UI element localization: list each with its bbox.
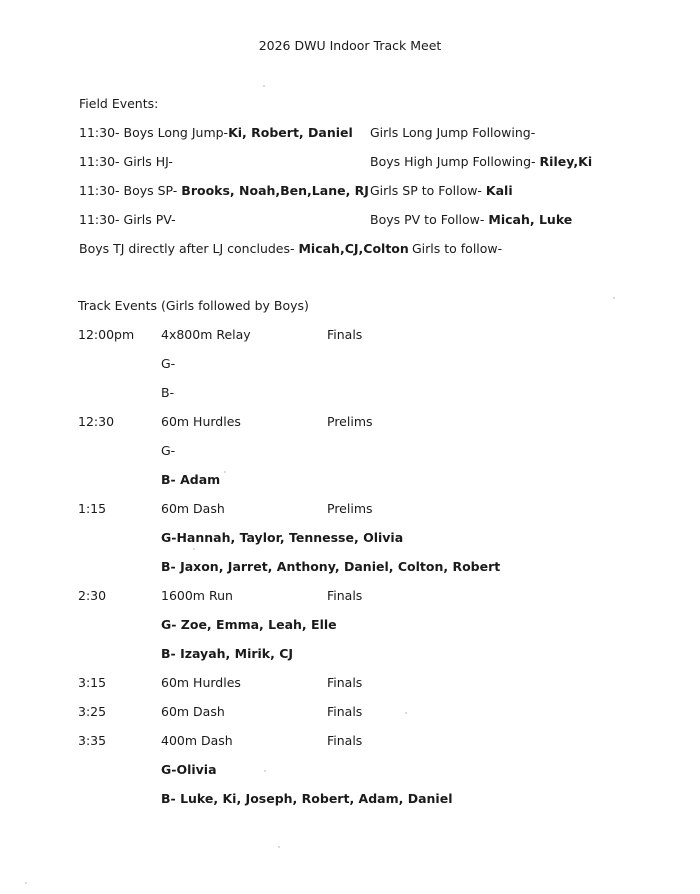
field-row-1-left bbox=[79, 125, 353, 141]
event-entry-athletes: B- Adam bbox=[161, 472, 221, 487]
event-round: Finals bbox=[327, 704, 363, 719]
event-entry-athletes: B- bbox=[161, 385, 175, 400]
field-row-4-right-text: Boys PV to Follow- bbox=[370, 212, 489, 227]
scan-speck bbox=[263, 85, 265, 87]
event-entry-athletes: B- Jaxon, Jarret, Anthony, Daniel, Colton, Robert bbox=[161, 559, 501, 574]
event-name: 60m Hurdles bbox=[161, 414, 241, 429]
event-entry-athletes: G-Olivia bbox=[161, 762, 217, 777]
field-row-3-right-athletes: Kali bbox=[485, 183, 513, 198]
event-time: 3:25 bbox=[78, 704, 107, 719]
event-time: 12:00pm bbox=[78, 327, 135, 342]
field-row-4-right bbox=[370, 212, 572, 228]
event-entry-athletes: G- bbox=[161, 356, 176, 371]
event-entry-athletes: G-Hannah, Taylor, Tennesse, Olivia bbox=[161, 530, 404, 545]
event-time: 12:30 bbox=[78, 414, 115, 429]
event-name: 60m Dash bbox=[161, 501, 225, 516]
event-entry-athletes: G- Zoe, Emma, Leah, Elle bbox=[161, 617, 337, 632]
event-round: Finals bbox=[327, 733, 363, 748]
event-name: 400m Dash bbox=[161, 733, 233, 748]
event-round: Prelims bbox=[327, 414, 373, 429]
field-row-4-left bbox=[79, 212, 176, 228]
event-name: 60m Hurdles bbox=[161, 675, 241, 690]
scan-speck bbox=[278, 846, 280, 848]
event-round: Finals bbox=[327, 675, 363, 690]
event-name: 4x800m Relay bbox=[161, 327, 251, 342]
field-row-2-left bbox=[79, 154, 173, 170]
track-events-heading: Track Events (Girls followed by Boys) bbox=[78, 298, 309, 313]
field-row-2-right-athletes: Riley,Ki bbox=[539, 154, 593, 169]
field-row-3-left bbox=[79, 183, 369, 199]
page-title: 2026 DWU Indoor Track Meet bbox=[258, 38, 442, 53]
event-name: 60m Dash bbox=[161, 704, 225, 719]
event-time: 3:35 bbox=[78, 733, 107, 748]
field-row-1-left-athletes: Ki, Robert, Daniel bbox=[228, 125, 353, 140]
field-row-2-right bbox=[370, 154, 592, 170]
event-round: Finals bbox=[327, 588, 363, 603]
field-row-2-right-text: Boys High Jump Following- bbox=[370, 154, 540, 169]
event-name: 1600m Run bbox=[161, 588, 233, 603]
field-row-1-right bbox=[370, 125, 535, 141]
field-row-4-left-text: 11:30- Girls PV- bbox=[79, 212, 176, 227]
field-row-3-left-text: 11:30- Boys SP- bbox=[79, 183, 182, 198]
event-entry-athletes: G- bbox=[161, 443, 176, 458]
scan-speck bbox=[613, 297, 615, 299]
scan-speck bbox=[224, 471, 226, 473]
scan-speck bbox=[264, 770, 266, 772]
triple-jump-text: Boys TJ directly after LJ concludes- bbox=[79, 241, 299, 256]
event-round: Prelims bbox=[327, 501, 373, 516]
field-row-2-left-text: 11:30- Girls HJ- bbox=[79, 154, 173, 169]
field-row-1-right-text: Girls Long Jump Following- bbox=[370, 125, 536, 140]
field-row-3-left-athletes: Brooks, Noah,Ben,Lane, RJ bbox=[181, 183, 369, 198]
field-row-3-right bbox=[370, 183, 513, 199]
triple-jump-line bbox=[79, 241, 409, 257]
scan-speck bbox=[405, 712, 407, 714]
triple-jump-athletes: Micah,CJ,Colton bbox=[298, 241, 409, 256]
event-entry-athletes: B- Izayah, Mirik, CJ bbox=[161, 646, 294, 661]
field-row-1-left-text: 11:30- Boys Long Jump- bbox=[79, 125, 229, 140]
event-entry-athletes: B- Luke, Ki, Joseph, Robert, Adam, Daniel bbox=[161, 791, 453, 806]
event-round: Finals bbox=[327, 327, 363, 342]
event-time: 1:15 bbox=[78, 501, 107, 516]
event-time: 3:15 bbox=[78, 675, 107, 690]
field-events-heading: Field Events: bbox=[79, 96, 159, 111]
field-row-4-right-athletes: Micah, Luke bbox=[488, 212, 573, 227]
event-time: 2:30 bbox=[78, 588, 107, 603]
scan-speck bbox=[193, 548, 195, 550]
field-row-3-right-text: Girls SP to Follow- bbox=[370, 183, 486, 198]
triple-jump-girls-follow: Girls to follow- bbox=[412, 241, 503, 256]
scan-speck bbox=[25, 882, 27, 884]
